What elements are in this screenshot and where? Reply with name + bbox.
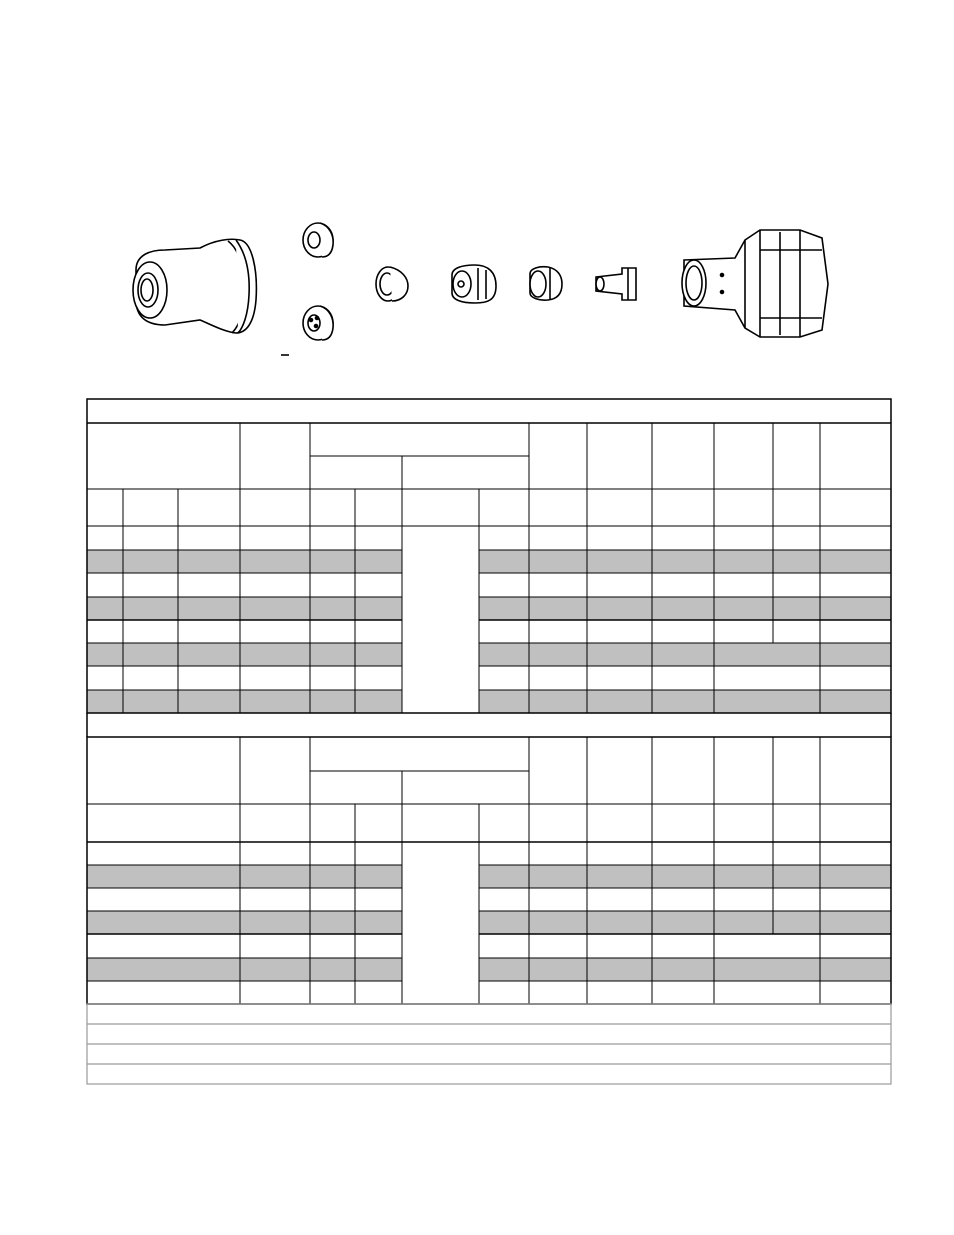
consumables-table-lower <box>87 737 891 1004</box>
table-divider <box>87 713 891 737</box>
footnote-2 <box>87 1025 891 1045</box>
table-row <box>479 911 891 934</box>
table-row <box>479 643 891 666</box>
table-row <box>479 958 891 981</box>
table-row <box>479 597 891 620</box>
footnotes <box>87 1005 891 1085</box>
footnote-1 <box>87 1005 891 1025</box>
footnote-3 <box>87 1045 891 1065</box>
table-row <box>479 690 891 713</box>
table-row <box>479 550 891 573</box>
consumables-table-upper <box>87 399 891 713</box>
footnote-4 <box>87 1065 891 1085</box>
table-row <box>479 865 891 888</box>
